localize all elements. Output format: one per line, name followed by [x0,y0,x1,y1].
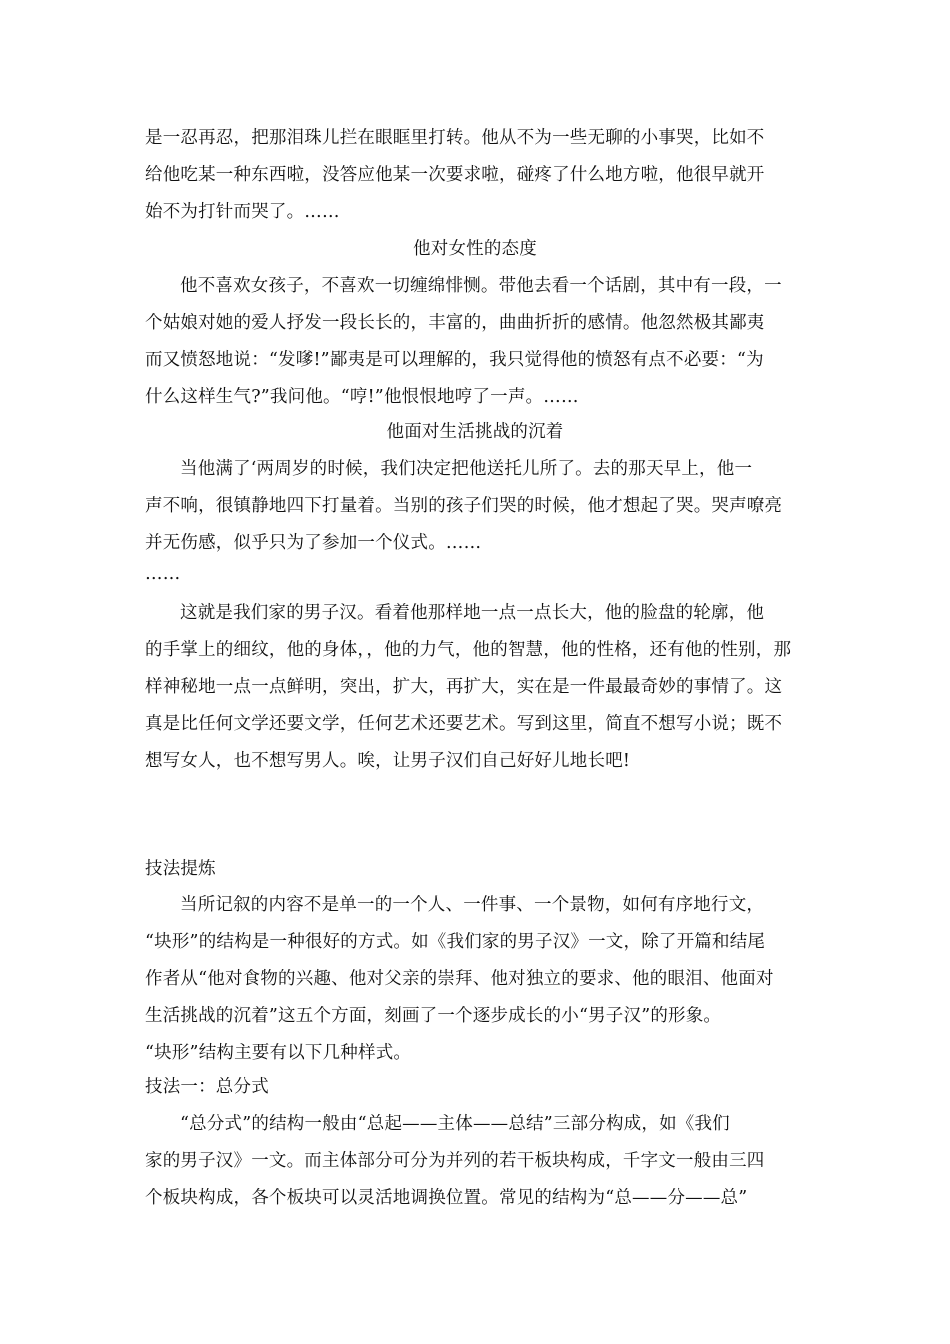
text-line: 的手掌上的细纹，他的身体，，他的力气，他的智慧，他的性格，还有他的性别，那 [145,640,792,660]
text-line: 生活挑战的沉着”这五个方面，刻画了一个逐步成长的小“男子汉”的形象。 [145,1006,722,1026]
text-line: 家的男子汉》一文。而主体部分可分为并列的若干板块构成，千字文一般由三四 [145,1151,765,1171]
text-line: “块形”结构主要有以下几种样式。 [145,1043,412,1063]
section-heading: 他面对生活挑战的沉着 [386,422,564,442]
text-line: 个板块构成，各个板块可以灵活地调换位置。常见的结构为“总——分——总” [145,1188,748,1208]
text-line: 当他满了‘两周岁的时候，我们决定把他送托儿所了。去的那天早上，他一 [180,459,753,479]
text-line: 作者从“他对食物的兴趣、他对父亲的崇拜、他对独立的要求、他的眼泪、他面对 [145,969,774,989]
text-line: “块形”的结构是一种很好的方式。如《我们家的男子汉》一文，除了开篇和结尾 [145,932,766,952]
text-line: 是一忍再忍，把那泪珠儿拦在眼眶里打转。他从不为一些无聊的小事哭，比如不 [145,128,765,148]
text-line: 想写女人，也不想写男人。唉，让男子汉们自己好好儿地长吧! [145,751,631,771]
text-line: 这就是我们家的男子汉。看着他那样地一点一点长大，他的脸盘的轮廓，他 [180,603,765,623]
text-line: 个姑娘对她的爱人抒发一段长长的，丰富的，曲曲折折的感情。他忽然极其鄙夷 [145,313,765,333]
text-line: 什么这样生气?”我问他。“哼!”他恨恨地哼了一声。…… [145,387,579,407]
text-line: 当所记叙的内容不是单一的一个人、一件事、一个景物，如何有序地行文， [180,895,765,915]
text-line: 而又愤怒地说：“发嗲!”鄙夷是可以理解的，我只觉得他的愤怒有点不必要：“为 [145,350,764,370]
technique-label: 技法一：总分式 [145,1077,269,1097]
text-line: 样神秘地一点一点鲜明，突出，扩大，再扩大，实在是一件最最奇妙的事情了。这 [145,677,783,697]
section-heading: 他对女性的态度 [413,239,537,259]
text-line: 并无伤感，似乎只为了参加一个仪式。…… [145,533,482,553]
text-line: 始不为打针而哭了。…… [145,202,340,222]
text-line: 声不响，很镇静地四下打量着。当别的孩子们哭的时候，他才想起了哭。哭声嘹亮 [145,496,783,516]
ellipsis-line: …… [145,564,181,584]
text-line: 他不喜欢女孩子，不喜欢一切缠绵悱恻。带他去看一个话剧，其中有一段，一 [180,276,782,296]
text-line: 给他吃某一种东西啦，没答应他某一次要求啦，碰疼了什么地方啦，他很早就开 [145,165,765,185]
text-line: 真是比任何文学还要文学，任何艺术还要艺术。写到这里，简直不想写小说；既不 [145,714,783,734]
section-label: 技法提炼 [145,859,216,879]
text-line: “总分式”的结构一般由“总起——主体——总结”三部分构成，如《我们 [180,1114,730,1134]
